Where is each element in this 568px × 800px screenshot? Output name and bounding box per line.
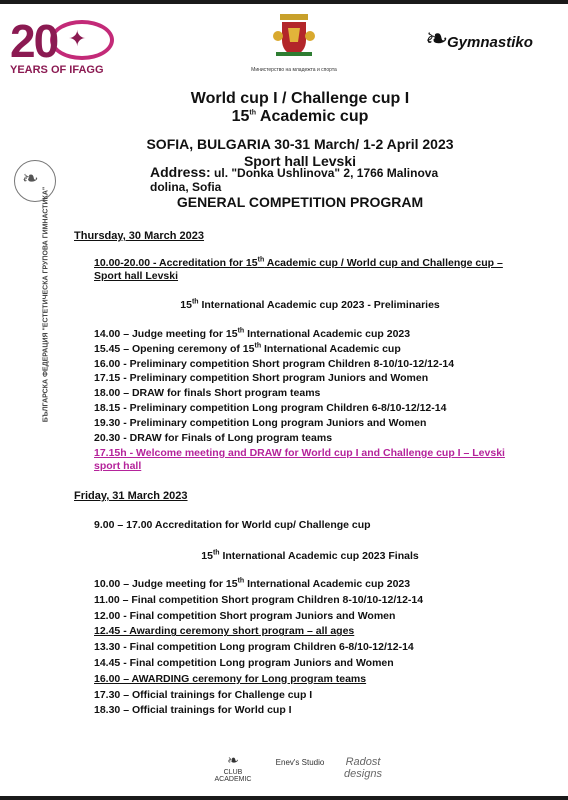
- sponsor-club-text: CLUB ACADEMIC: [214, 769, 252, 783]
- schedule-item-text: 12.00 - Final competition Short program Juniors and Women: [94, 609, 396, 622]
- schedule-item: [94, 358, 524, 371]
- federation-name: БЪЛГАРСКА ФЕДЕРАЦИЯ "ЕСТЕТИЧЕСКА ГРУПОВА ГИМНАСТИКА": [42, 186, 50, 423]
- schedule-item: [94, 657, 524, 670]
- gymnast-icon: ✦: [68, 26, 87, 51]
- sup-th: th: [257, 256, 265, 264]
- day-heading-friday: Friday, 31 March 2023: [74, 490, 188, 502]
- schedule-item-text: 13.30 - Final competition Long program Children 6-8/10-12/12-14: [94, 641, 414, 654]
- gymnastiko-logo: [425, 22, 545, 62]
- schedule-item-text-b: International Academic cup 2023: [244, 578, 411, 590]
- top-border: [0, 0, 568, 4]
- schedule-item-text-b: International Academic cup 2023: [244, 328, 411, 340]
- schedule-item-text: 16.00 – AWARDING ceremony for Long program teams: [94, 672, 367, 685]
- schedule-item: [94, 402, 524, 415]
- schedule-item-text: 19.30 - Preliminary competition Long program Juniors and Women: [94, 416, 427, 429]
- schedule-item-text: 18.30 – Official trainings for World cup I: [94, 704, 292, 717]
- schedule-item-text: 10.00 – Judge meeting for 15: [94, 578, 238, 590]
- sup-th: th: [212, 549, 220, 557]
- schedule-item-text: 17.15 - Preliminary competition Short program Juniors and Women: [94, 372, 429, 385]
- ifagg-logo: [10, 14, 120, 84]
- sponsor-enev: Enev's Studio: [275, 758, 325, 767]
- sponsor-radost: Radost designs: [344, 756, 382, 780]
- address-label: Address:: [150, 164, 211, 180]
- schedule-item-text: 11.00 – Final competition Short program Children 8-10/10-12/12-14: [94, 593, 424, 606]
- schedule-item-text: 16.00 - Preliminary competition Short program Children 8-10/10-12/12-14: [94, 357, 455, 370]
- thursday-section-heading: [100, 299, 520, 311]
- title-line-1: World cup I / Challenge cup I: [190, 90, 410, 107]
- accreditation-text-a: 10.00-20.00 - Accreditation for 15: [94, 257, 258, 269]
- title-line-2: [150, 108, 450, 126]
- schedule-item: [94, 372, 524, 385]
- event-address: [150, 164, 480, 194]
- sponsor-logos: [205, 752, 395, 782]
- ribbon-gymnast-icon: ❧: [425, 23, 449, 54]
- accreditation-text-b: Academic cup / World cup and Challenge cup – Sport hall Levski: [94, 257, 503, 282]
- title-number: 15: [231, 108, 250, 125]
- sup-th: th: [254, 342, 262, 350]
- section-number: 15: [180, 299, 192, 311]
- schedule-item-text: 12.45 - Awarding ceremony short program – all ages: [94, 625, 355, 638]
- schedule-item: [94, 625, 524, 638]
- club-logo-icon: ❧: [227, 752, 239, 768]
- welcome-meeting: 17.15h - Welcome meeting and DRAW for World cup I and Challenge cup I – Levski sport hall: [94, 447, 505, 472]
- schedule-item: [94, 578, 524, 591]
- sup-th: th: [237, 327, 245, 335]
- sponsor-club-academic: [205, 752, 261, 783]
- friday-accreditation: 9.00 – 17.00 Accreditation for World cup/ Challenge cup: [94, 519, 371, 531]
- address-value: ul. "Donka Ushlinova" 2, 1766 Malinova dolina, Sofia: [150, 166, 439, 194]
- federation-side-mark: [4, 140, 64, 423]
- program-title: GENERAL COMPETITION PROGRAM: [176, 194, 424, 210]
- schedule-item-text: 18.15 - Preliminary competition Long program Children 6-8/10-12/12-14: [94, 402, 447, 414]
- schedule-item-text: 17.30 – Official trainings for Challenge cup I: [94, 688, 313, 701]
- schedule-item-text: 14.45 - Final competition Long program Juniors and Women: [94, 657, 394, 669]
- sup-th: th: [191, 298, 199, 306]
- bottom-border: [0, 796, 568, 800]
- sup-th: th: [237, 577, 245, 585]
- section-text: International Academic cup 2023 Finals: [219, 550, 419, 562]
- schedule-item: [94, 343, 524, 356]
- day-heading-thursday: Thursday, 30 March 2023: [74, 230, 205, 242]
- schedule-item: [94, 432, 524, 445]
- schedule-item-text: 14.00 – Judge meeting for 15: [94, 328, 238, 340]
- ifagg-years-text: YEARS OF IFAGG: [10, 64, 104, 76]
- schedule-item: [94, 641, 524, 654]
- ministry-logo: [234, 12, 354, 78]
- thursday-accreditation: [94, 257, 524, 283]
- schedule-item: [94, 387, 524, 400]
- ifagg-number: 20: [10, 15, 58, 67]
- title-academic-cup: Academic cup: [259, 108, 369, 125]
- schedule-item-text: 20.30 - DRAW for Finals of Long program teams: [94, 431, 333, 444]
- location-dates: SOFIA, BULGARIA 30-31 March/ 1-2 April 2023: [146, 136, 454, 152]
- schedule-item: [94, 704, 524, 717]
- schedule-item: [94, 594, 524, 607]
- federation-gymnast-icon: ❧: [22, 168, 39, 190]
- section-number: 15: [201, 550, 213, 562]
- schedule-item: [94, 689, 524, 702]
- schedule-item: [94, 417, 524, 430]
- section-text: International Academic cup 2023 - Preliminaries: [198, 299, 440, 311]
- bulgarian-crest-icon: [272, 12, 316, 58]
- event-title: [150, 90, 450, 126]
- venue-name: Sport hall Levski: [243, 153, 357, 169]
- schedule-item: [94, 610, 524, 623]
- schedule-item: [94, 328, 524, 341]
- gymnastiko-text: Gymnastiko: [447, 34, 533, 51]
- ministry-caption: Министерство на младежта и спорта: [251, 67, 337, 73]
- schedule-item-text: 15.45 – Opening ceremony of 15: [94, 342, 255, 355]
- friday-section-heading: [100, 550, 520, 562]
- schedule-item-text-b: International Academic cup: [261, 342, 401, 355]
- schedule-item: [94, 673, 524, 686]
- title-sup: th: [249, 109, 257, 117]
- schedule-item-text: 18.00 – DRAW for finals Short program teams: [94, 387, 321, 400]
